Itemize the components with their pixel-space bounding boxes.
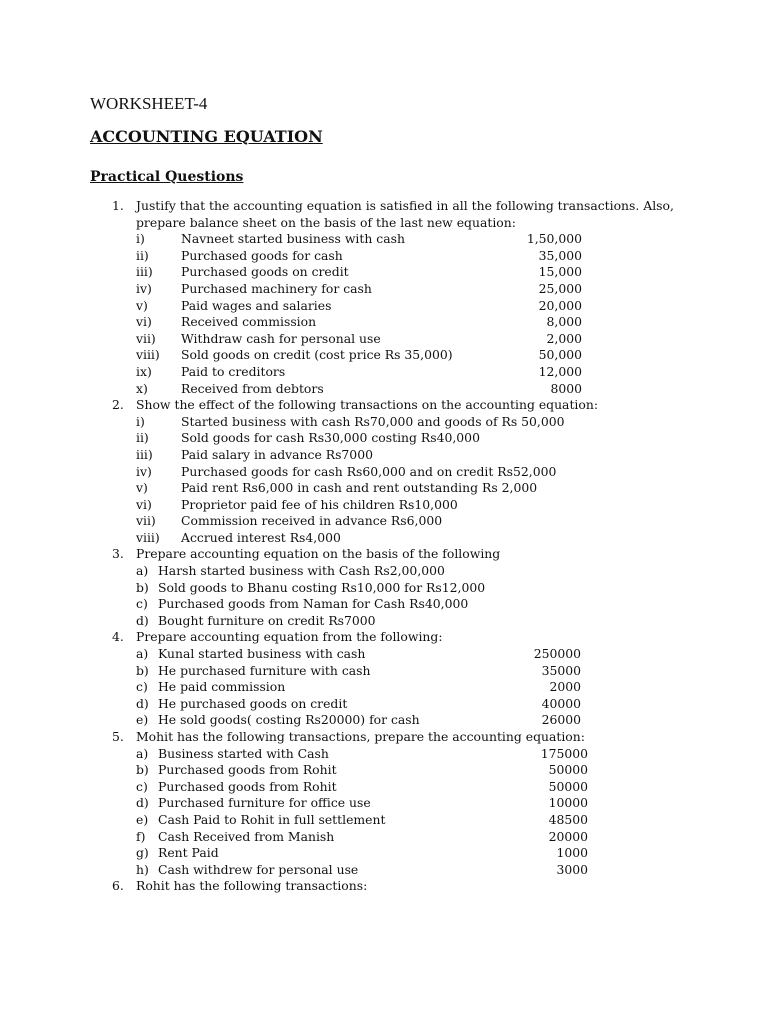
list-item bbox=[0, 746, 768, 763]
list-item bbox=[0, 563, 768, 580]
item-letter: a) bbox=[136, 646, 149, 662]
item-amount: 8,000 bbox=[546, 314, 582, 330]
item-letter: c) bbox=[136, 679, 148, 695]
item-number: iii) bbox=[136, 264, 153, 280]
list-item bbox=[0, 613, 768, 630]
item-text: Harsh started business with Cash Rs2,00,000 bbox=[158, 563, 445, 579]
question-text: Justify that the accounting equation is satisfied in all the following transactions. Also, bbox=[136, 198, 674, 213]
item-amount: 12,000 bbox=[538, 363, 582, 379]
item-amount: 25,000 bbox=[538, 280, 582, 296]
question-1-cont bbox=[0, 215, 768, 232]
item-text: Bought furniture on credit Rs7000 bbox=[158, 612, 376, 628]
item-number: i) bbox=[136, 231, 145, 247]
question-2 bbox=[0, 397, 768, 414]
list-item bbox=[0, 364, 768, 381]
item-letter: b) bbox=[136, 579, 149, 595]
item-number: x) bbox=[136, 380, 148, 396]
question-text: prepare balance sheet on the basis of the last new equation: bbox=[136, 214, 516, 230]
item-amount: 35000 bbox=[541, 662, 581, 678]
list-item bbox=[0, 497, 768, 514]
question-text: Prepare accounting equation on the basis of the following bbox=[136, 546, 501, 562]
item-text: Sold goods on credit (cost price Rs 35,000) bbox=[181, 347, 453, 363]
item-amount: 15,000 bbox=[538, 264, 582, 280]
question-3 bbox=[0, 546, 768, 563]
item-text: Rent Paid bbox=[158, 845, 219, 861]
item-text: Commission received in advance Rs6,000 bbox=[181, 513, 443, 529]
item-amount: 250000 bbox=[533, 646, 581, 662]
item-amount: 10000 bbox=[548, 795, 588, 811]
list-item bbox=[0, 248, 768, 265]
item-text: Purchased goods from Rohit bbox=[158, 778, 337, 794]
question-number: 5. bbox=[112, 729, 124, 744]
item-letter: a) bbox=[136, 563, 149, 579]
item-text: Purchased goods on credit bbox=[181, 264, 349, 280]
section-title: Practical Questions bbox=[90, 169, 244, 185]
questions-list bbox=[0, 198, 768, 895]
item-text: He purchased furniture with cash bbox=[158, 662, 371, 678]
list-item bbox=[0, 464, 768, 481]
item-number: ii) bbox=[136, 247, 149, 263]
item-text: Cash Paid to Rohit in full settlement bbox=[158, 811, 386, 827]
list-item bbox=[0, 381, 768, 398]
item-text: Purchased furniture for office use bbox=[158, 795, 371, 811]
item-number: viii) bbox=[136, 529, 160, 545]
item-text: Cash Received from Manish bbox=[158, 828, 335, 844]
worksheet-title: WORKSHEET-4 bbox=[90, 94, 208, 113]
list-item bbox=[0, 480, 768, 497]
list-item bbox=[0, 314, 768, 331]
item-letter: h) bbox=[136, 861, 149, 877]
item-amount: 175000 bbox=[540, 745, 588, 761]
item-text: Paid wages and salaries bbox=[181, 297, 332, 313]
item-amount: 2,000 bbox=[546, 330, 582, 346]
item-letter: b) bbox=[136, 762, 149, 778]
item-letter: c) bbox=[136, 778, 148, 794]
list-item bbox=[0, 596, 768, 613]
list-item bbox=[0, 663, 768, 680]
question-6 bbox=[0, 878, 768, 895]
item-letter: g) bbox=[136, 845, 149, 861]
item-text: Withdraw cash for personal use bbox=[181, 330, 381, 346]
item-text: Purchased machinery for cash bbox=[181, 280, 372, 296]
item-text: Paid rent Rs6,000 in cash and rent outstanding Rs 2,000 bbox=[181, 480, 538, 496]
item-text: Kunal started business with cash bbox=[158, 646, 366, 662]
page-title: ACCOUNTING EQUATION bbox=[90, 127, 323, 146]
list-item bbox=[0, 795, 768, 812]
item-text: He sold goods( costing Rs20000) for cash bbox=[158, 712, 420, 728]
question-4 bbox=[0, 629, 768, 646]
item-letter: a) bbox=[136, 745, 149, 761]
list-item bbox=[0, 530, 768, 547]
list-item bbox=[0, 812, 768, 829]
item-number: v) bbox=[136, 297, 148, 313]
item-number: ix) bbox=[136, 363, 152, 379]
item-letter: c) bbox=[136, 596, 148, 612]
item-amount: 35,000 bbox=[538, 247, 582, 263]
item-amount: 26000 bbox=[541, 712, 581, 728]
list-item bbox=[0, 679, 768, 696]
item-amount: 48500 bbox=[548, 811, 588, 827]
item-letter: d) bbox=[136, 695, 149, 711]
list-item bbox=[0, 447, 768, 464]
item-amount: 20,000 bbox=[538, 297, 582, 313]
list-item bbox=[0, 231, 768, 248]
question-1 bbox=[0, 198, 768, 215]
list-item bbox=[0, 845, 768, 862]
item-text: He purchased goods on credit bbox=[158, 695, 348, 711]
list-item bbox=[0, 264, 768, 281]
item-amount: 50,000 bbox=[538, 347, 582, 363]
item-text: Purchased goods from Rohit bbox=[158, 762, 337, 778]
list-item bbox=[0, 281, 768, 298]
item-number: i) bbox=[136, 413, 145, 429]
item-number: ii) bbox=[136, 430, 149, 446]
list-item bbox=[0, 646, 768, 663]
list-item bbox=[0, 762, 768, 779]
question-text: Rohit has the following transactions: bbox=[136, 878, 368, 894]
question-number: 1. bbox=[112, 198, 124, 213]
item-amount: 2000 bbox=[549, 679, 581, 695]
item-text: Proprietor paid fee of his children Rs10,000 bbox=[181, 496, 458, 512]
question-number: 3. bbox=[112, 546, 124, 562]
item-text: Business started with Cash bbox=[158, 745, 329, 761]
question-text: Mohit has the following transactions, prepare the accounting equation: bbox=[136, 729, 585, 744]
list-item bbox=[0, 347, 768, 364]
list-item bbox=[0, 414, 768, 431]
item-letter: e) bbox=[136, 811, 149, 827]
item-letter: d) bbox=[136, 795, 149, 811]
list-item bbox=[0, 862, 768, 879]
list-item bbox=[0, 430, 768, 447]
list-item bbox=[0, 829, 768, 846]
item-letter: f) bbox=[136, 828, 146, 844]
item-text: Navneet started business with cash bbox=[181, 231, 405, 247]
item-number: vi) bbox=[136, 496, 152, 512]
list-item bbox=[0, 580, 768, 597]
item-number: vii) bbox=[136, 330, 156, 346]
item-amount: 50000 bbox=[548, 762, 588, 778]
list-item bbox=[0, 298, 768, 315]
item-text: Received commission bbox=[181, 314, 317, 330]
list-item bbox=[0, 696, 768, 713]
item-text: Received from debtors bbox=[181, 380, 324, 396]
item-number: viii) bbox=[136, 347, 160, 363]
item-text: He paid commission bbox=[158, 679, 286, 695]
question-text: Show the effect of the following transactions on the accounting equation: bbox=[136, 397, 599, 413]
question-number: 4. bbox=[112, 629, 124, 645]
item-amount: 1,50,000 bbox=[526, 231, 582, 247]
item-letter: b) bbox=[136, 662, 149, 678]
item-text: Purchased goods for cash bbox=[181, 247, 343, 263]
list-item bbox=[0, 513, 768, 530]
item-amount: 50000 bbox=[548, 778, 588, 794]
list-item bbox=[0, 712, 768, 729]
item-text: Paid salary in advance Rs7000 bbox=[181, 446, 373, 462]
question-number: 2. bbox=[112, 397, 124, 413]
item-amount: 3000 bbox=[556, 861, 588, 877]
item-text: Paid to creditors bbox=[181, 363, 286, 379]
item-text: Accrued interest Rs4,000 bbox=[181, 529, 341, 545]
item-letter: e) bbox=[136, 712, 149, 728]
list-item bbox=[0, 779, 768, 796]
item-text: Purchased goods for cash Rs60,000 and on credit Rs52,000 bbox=[181, 463, 557, 479]
question-number: 6. bbox=[112, 878, 124, 894]
item-text: Purchased goods from Naman for Cash Rs40,000 bbox=[158, 596, 469, 612]
item-amount: 8000 bbox=[550, 380, 582, 396]
item-amount: 1000 bbox=[556, 845, 588, 861]
item-number: vi) bbox=[136, 314, 152, 330]
list-item bbox=[0, 331, 768, 348]
item-number: iv) bbox=[136, 280, 152, 296]
item-text: Sold goods to Bhanu costing Rs10,000 for Rs12,000 bbox=[158, 579, 486, 595]
item-amount: 40000 bbox=[541, 695, 581, 711]
question-5 bbox=[0, 729, 768, 746]
item-text: Started business with cash Rs70,000 and goods of Rs 50,000 bbox=[181, 413, 565, 429]
item-number: iii) bbox=[136, 446, 153, 462]
item-number: iv) bbox=[136, 463, 152, 479]
item-number: vii) bbox=[136, 513, 156, 529]
item-letter: d) bbox=[136, 612, 149, 628]
item-number: v) bbox=[136, 480, 148, 496]
question-text: Prepare accounting equation from the following: bbox=[136, 629, 443, 645]
item-amount: 20000 bbox=[548, 828, 588, 844]
item-text: Sold goods for cash Rs30,000 costing Rs40,000 bbox=[181, 430, 480, 446]
item-text: Cash withdrew for personal use bbox=[158, 861, 359, 877]
